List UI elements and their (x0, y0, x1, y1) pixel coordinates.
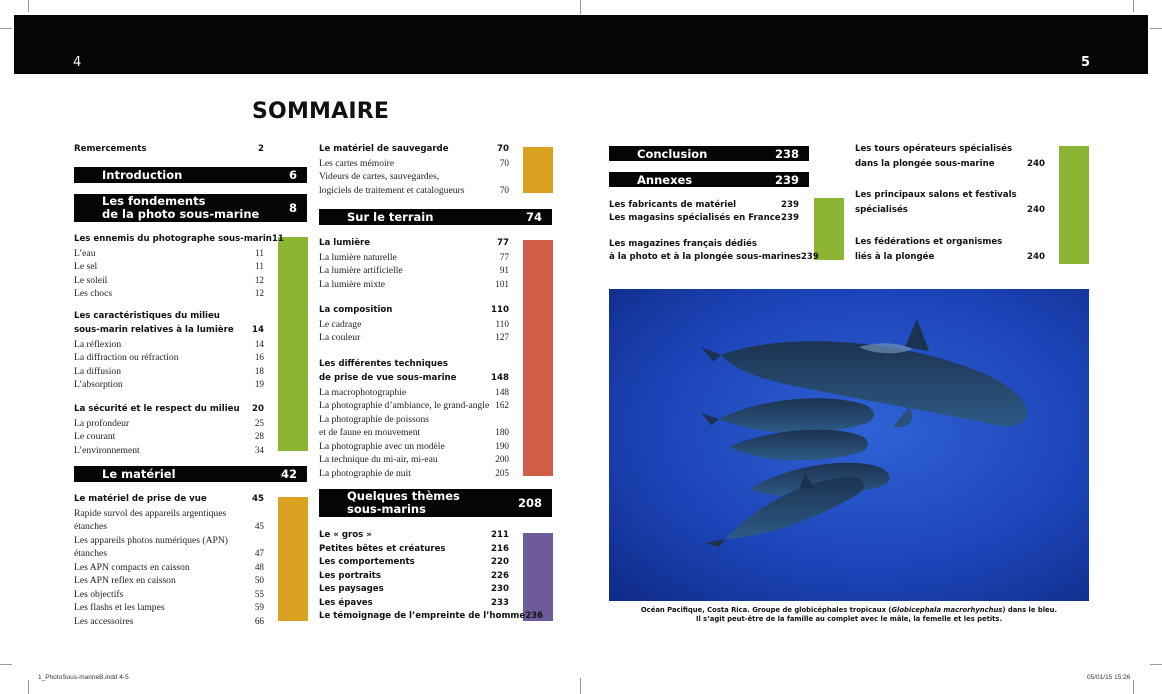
toc-entry: La composition 110 (319, 305, 509, 315)
toc-subentry: Le cadrage 110 (319, 318, 509, 330)
toc-subentry: Le soleil 12 (74, 274, 264, 286)
toc-entry: Le matériel de prise de vue 45 (74, 494, 264, 504)
toc-entry: Les paysages 230 (319, 584, 509, 594)
toc-subentry: La macrophotographie 148 (319, 386, 509, 398)
crop-mark (0, 664, 12, 665)
toc-subentry: étanches 47 (74, 548, 264, 559)
toc-entry: La lumière 77 (319, 238, 509, 248)
toc-entry: à la photo et à la plongée sous-marines 239 (609, 252, 819, 262)
toc-subentry: La photographie de poissons (319, 413, 430, 425)
page-number-left: 4 (73, 55, 82, 70)
toc-subentry: Les accessoires 66 (74, 615, 264, 627)
toc-entry: dans la plongée sous-marine 240 (855, 159, 1045, 169)
crop-mark (1133, 0, 1134, 12)
toc-subentry: La profondeur 25 (74, 417, 264, 429)
toc-entry: de prise de vue sous-marine 148 (319, 373, 509, 383)
toc-subentry: La diffraction ou réfraction 16 (74, 352, 264, 363)
toc-entry-line: Les différentes techniques (319, 359, 448, 369)
toc-subentry: La photographie avec un modèle 190 (319, 440, 509, 452)
toc-subentry: La lumière naturelle 77 (319, 251, 509, 263)
color-tab-green (278, 237, 308, 451)
toc-entry-line: Les fédérations et organismes (855, 237, 1003, 247)
page-title: SOMMAIRE (252, 99, 390, 124)
toc-entry-line: Les tours opérateurs spécialisés (855, 144, 1013, 154)
toc-subentry: La réflexion 14 (74, 338, 264, 350)
toc-subentry: La technique du mi-air, mi-eau 200 (319, 454, 509, 465)
crop-mark (0, 28, 12, 29)
section-bar-conclusion: Conclusion 238 (609, 146, 809, 161)
toc-entry: Les portraits 226 (319, 570, 509, 581)
toc-subentry: Les chocs 12 (74, 288, 264, 299)
color-tab-yellow (278, 497, 308, 621)
toc-subentry: L’eau 11 (74, 247, 264, 259)
toc-entry: Les magasins spécialisés en France 239 (609, 213, 799, 223)
toc-subentry: La lumière mixte 101 (319, 278, 509, 290)
toc-entry-line: Les magazines français dédiés (609, 239, 757, 249)
toc-subentry: La lumière artificielle 91 (319, 265, 509, 276)
toc-entry: Les ennemis du photographe sous-marin 11 (74, 234, 284, 244)
toc-entry: liés à la plongée 240 (855, 252, 1045, 262)
toc-entry: Le témoignage de l’empreinte de l’homme 236 (319, 611, 544, 621)
photo-caption: Océan Pacifique, Costa Rica. Groupe de globicéphales tropicaux (Globicephala macrorhynchus) dans le bleu. Il s’agit peut-être de la famille au complet avec le mâle, la femelle et les petits. (640, 606, 1058, 623)
toc-entry: Le matériel de sauvegarde 70 (319, 144, 509, 154)
toc-subentry: La diffusion 18 (74, 365, 264, 377)
color-tab-green (814, 198, 844, 260)
whale-photo (609, 289, 1089, 601)
toc-subentry: Le sel 11 (74, 261, 264, 272)
toc-subentry: Les APN compacts en caisson 48 (74, 561, 264, 573)
toc-subentry: Rapide survol des appareils argentiques (74, 507, 227, 519)
crop-mark (580, 678, 581, 694)
toc-subentry: et de faune en mouvement 180 (319, 427, 509, 438)
toc-entry-line: Les principaux salons et festivals (855, 190, 1017, 200)
section-bar-introduction: Introduction 6 (74, 167, 307, 183)
toc-entry: Les épaves 233 (319, 597, 509, 608)
pilot-whales-illustration (609, 289, 1089, 601)
toc-subentry: Les flashs et les lampes 59 (74, 602, 264, 613)
header-band (14, 15, 1148, 74)
color-tab-red (523, 240, 553, 476)
color-tab-yellow (523, 147, 553, 193)
toc-subentry: La photographie d’ambiance, le grand-angle 162 (319, 400, 509, 411)
toc-entry: spécialisés 240 (855, 205, 1045, 215)
section-bar-annexes: Annexes 239 (609, 172, 809, 187)
toc-entry: Le « gros » 211 (319, 530, 509, 540)
toc-subentry: étanches 45 (74, 521, 264, 532)
toc-entry: Les fabricants de matériel 239 (609, 200, 799, 210)
crop-mark (1150, 28, 1162, 29)
toc-subentry: logiciels de traitement et catalogueurs 70 (319, 184, 509, 196)
crop-mark (1133, 680, 1134, 694)
crop-mark (1150, 664, 1162, 665)
section-bar-themes: Quelques thèmes sous-marins 208 (319, 489, 552, 517)
toc-subentry: Les appareils photos numériques (APN) (74, 534, 229, 546)
slug-date: 05/01/15 15:26 (1087, 674, 1131, 681)
toc-subentry: Videurs de cartes, sauvegardes, (319, 171, 440, 182)
toc-entry: Les comportements 220 (319, 557, 509, 567)
toc-subentry: La photographie de nuit 205 (319, 467, 509, 479)
toc-entry: Petites bêtes et créatures 216 (319, 543, 509, 554)
toc-entry: Remercements 2 (74, 144, 264, 154)
toc-subentry: L’absorption 19 (74, 379, 264, 390)
toc-subentry: La couleur 127 (319, 332, 509, 343)
crop-mark (28, 680, 29, 694)
crop-mark (28, 0, 29, 12)
section-bar-materiel: Le matériel 42 (74, 466, 307, 482)
toc-entry: La sécurité et le respect du milieu 20 (74, 404, 264, 414)
crop-mark (580, 0, 581, 14)
toc-subentry: Les objectifs 55 (74, 588, 264, 600)
color-tab-purple (523, 533, 553, 621)
page-number-right: 5 (1081, 55, 1091, 70)
toc-subentry: L’environnement 34 (74, 444, 264, 456)
section-bar-fondements: Les fondements de la photo sous-marine 8 (74, 194, 307, 222)
toc-subentry: Les cartes mémoire 70 (319, 157, 509, 169)
slug-filename: 1_PhotoSous-marineB.indd 4-5 (38, 674, 129, 681)
toc-subentry: Le courant 28 (74, 431, 264, 442)
toc-entry-line: Les caractéristiques du milieu (74, 311, 220, 321)
toc-subentry: Les APN reflex en caisson 50 (74, 575, 264, 586)
toc-entry: sous-marin relatives à la lumière 14 (74, 325, 264, 335)
section-bar-terrain: Sur le terrain 74 (319, 209, 552, 225)
color-tab-green (1059, 146, 1089, 264)
